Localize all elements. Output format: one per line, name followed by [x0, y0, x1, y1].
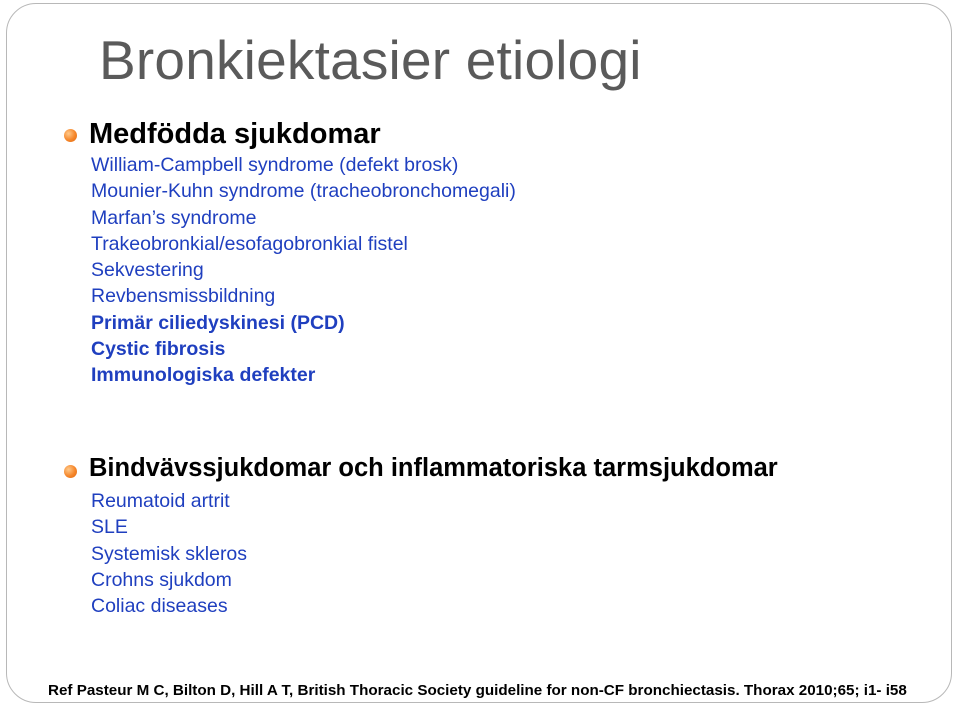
section-congenital: [64, 118, 516, 389]
section-heading: Bindvävssjukdomar och inflammatoriska tarmsjukdomar: [89, 454, 778, 482]
bullet-icon: [64, 129, 77, 142]
slide-title: Bronkiektasier etiologi: [99, 29, 642, 91]
reference-text: Ref Pasteur M C, Bilton D, Hill A T, British Thoracic Society guideline for non-CF bronchiectasis. Thorax 2010;65; i1- i58: [48, 682, 907, 699]
section-heading: Medfödda sjukdomar: [89, 118, 381, 150]
bullet-icon: [64, 465, 77, 478]
list-item: Reumatoid artrit: [91, 490, 230, 512]
list-item: Mounier-Kuhn syndrome (tracheobronchomegali): [91, 180, 516, 203]
item-list: [64, 152, 516, 389]
section-heading-row: [64, 454, 778, 488]
section-heading-row: [64, 118, 516, 152]
list-item: Crohns sjukdom: [91, 568, 232, 591]
list-item: Sekvestering: [91, 259, 204, 282]
list-item: William-Campbell syndrome (defekt brosk): [91, 154, 459, 176]
list-item: Revbensmissbildning: [91, 285, 276, 308]
list-item: SLE: [91, 516, 128, 539]
item-list: [64, 488, 247, 619]
list-item: Trakeobronkial/esofagobronkial fistel: [91, 232, 408, 255]
section-connective-tissue: [64, 454, 778, 619]
list-item: Marfan’s syndrome: [91, 206, 257, 229]
list-item: Immunologiska defekter: [91, 364, 316, 387]
list-item: Systemisk skleros: [91, 542, 248, 565]
list-item: Coliac diseases: [91, 595, 228, 618]
list-item: Cystic fibrosis: [91, 338, 226, 361]
list-item: Primär ciliedyskinesi (PCD): [91, 311, 345, 334]
